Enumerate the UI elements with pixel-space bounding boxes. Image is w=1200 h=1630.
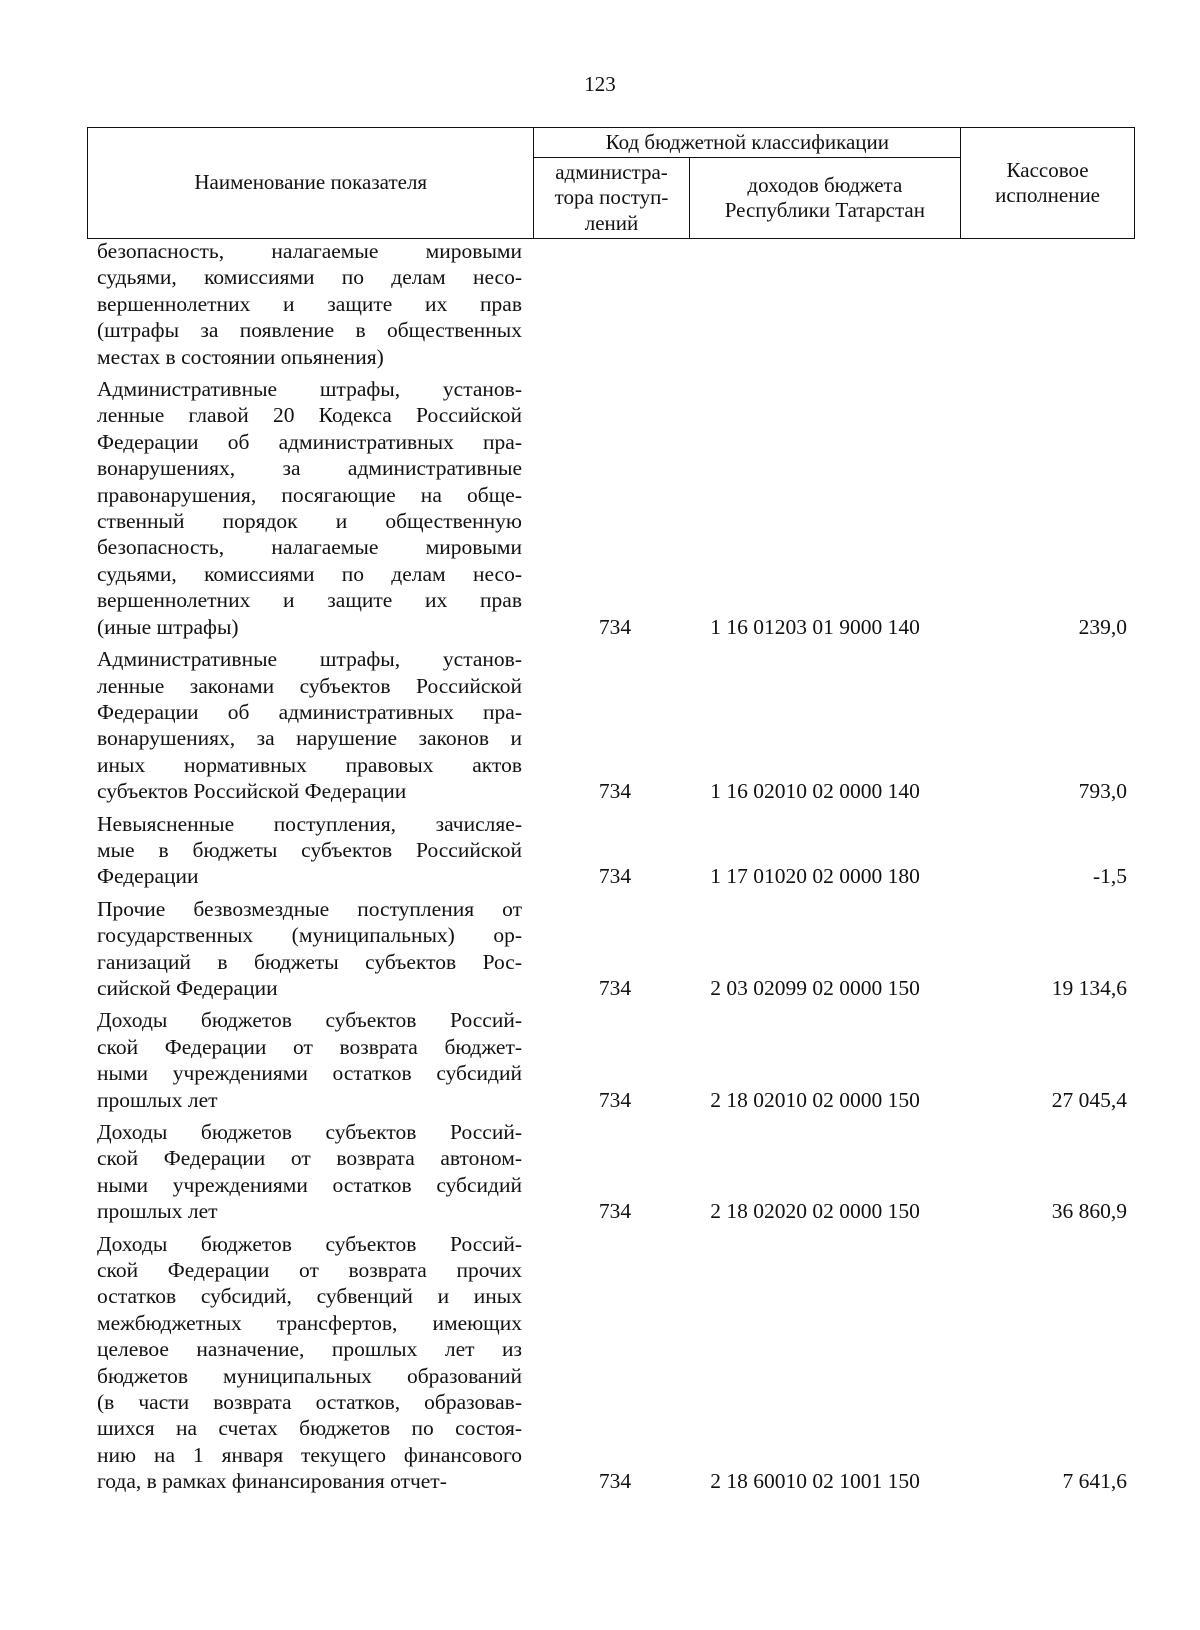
budget-code: 2 03 02099 02 0000 150 [710,975,920,1000]
indicator-name [97,1119,522,1225]
administrator-code: 734 [598,1469,632,1494]
indicator-name-line: Административные штрафы, установ- [97,647,522,672]
cash-execution-amount: -1,5 [1092,864,1127,889]
indicator-name-line: ской Федерации от возврата бюджет- [97,1034,522,1059]
table-body [97,238,1127,1501]
administrator-code: 734 [598,864,632,889]
cash-execution-amount: 239,0 [1078,614,1127,639]
header-col-admin [534,158,689,239]
header-col-income-line: Республики Татарстан [724,197,925,222]
indicator-name [97,896,522,1002]
indicator-name-line: Федерации об административных пра- [97,699,522,724]
header-col-admin-line: лений [584,210,639,235]
header-col-amount [961,128,1135,239]
indicator-name-line: правонарушения, посягающие на обще- [97,482,522,507]
table-row [97,1007,1127,1113]
budget-code: 2 18 02010 02 0000 150 [710,1087,920,1112]
header-col-admin-line: тора поступ- [554,185,669,210]
indicator-name-line: остатков субсидий, субвенций и иных [97,1284,522,1309]
indicator-name-line: Федерации об административных пра- [97,429,522,454]
indicator-name-line: ными учреждениями остатков субсидий [97,1172,522,1197]
header-col-income [689,158,961,239]
table-row [97,1231,1127,1495]
indicator-name-line: судьями, комиссиями по делам несо- [97,265,522,290]
indicator-name-line: Федерации [97,864,199,889]
table-row [97,376,1127,640]
budget-code: 2 18 60010 02 1001 150 [710,1469,920,1494]
cash-execution-amount: 7 641,6 [1062,1469,1127,1494]
indicator-name-line: Прочие безвозмездные поступления от [97,896,522,921]
administrator-code: 734 [598,779,632,804]
indicator-name-line: (иные штрафы) [97,614,239,639]
budget-code: 1 17 01020 02 0000 180 [710,864,920,889]
cash-execution-amount: 36 860,9 [1051,1199,1127,1224]
indicator-name-line: ской Федерации от возврата автоном- [97,1146,522,1171]
indicator-name-line: ственный порядок и общественную [97,509,522,534]
indicator-name-line: судьями, комиссиями по делам несо- [97,561,522,586]
indicator-name-line: сийской Федерации [97,975,278,1000]
header-col-amount-line: Кассовое [1006,157,1089,182]
indicator-name-line: межбюджетных трансфертов, имеющих [97,1310,522,1335]
indicator-name-line: субъектов Российской Федерации [97,779,407,804]
indicator-name-line: (в части возврата остатков, образовав- [97,1390,522,1415]
indicator-name-line: вершеннолетних и защите их прав [97,588,522,613]
indicator-name-line: вонарушениях, за нарушение законов и [97,726,522,751]
header-col-admin-line: администра- [555,160,668,185]
indicator-name-line: (штрафы за появление в общественных [97,318,522,343]
indicator-name-line: года, в рамках финансирования отчет- [97,1469,447,1494]
header-col-income-line: доходов бюджета [747,172,903,197]
table-row [97,1119,1127,1225]
table-row [97,811,1127,890]
indicator-name-line: мые в бюджеты субъектов Российской [97,837,522,862]
indicator-name [97,376,522,640]
indicator-name-line: ными учреждениями остатков субсидий [97,1061,522,1086]
administrator-code: 734 [598,1199,632,1224]
indicator-name [97,1007,522,1113]
indicator-name-line: шихся на счетах бюджетов по состоя- [97,1416,522,1441]
indicator-name [97,811,522,890]
indicator-name-line: Административные штрафы, установ- [97,377,522,402]
indicator-name [97,238,522,370]
indicator-name-line: Доходы бюджетов субъектов Россий- [97,1120,522,1144]
table-header [87,127,1135,239]
indicator-name-line: вонарушениях, за административные [97,456,522,481]
indicator-name-line: Доходы бюджетов субъектов Россий- [97,1231,522,1256]
administrator-code: 734 [598,614,632,639]
budget-code: 1 16 02010 02 0000 140 [710,779,920,804]
indicator-name-line: Доходы бюджетов субъектов Россий- [97,1008,522,1033]
administrator-code: 734 [598,975,632,1000]
indicator-name-line: ганизаций в бюджеты субъектов Рос- [97,949,522,974]
indicator-name-line: безопасность, налагаемые мировыми [97,239,522,263]
indicator-name-line: нию на 1 января текущего финансового [97,1442,522,1467]
page-number: 123 [584,72,616,96]
table-row [97,238,1127,370]
indicator-name-line: ской Федерации от возврата прочих [97,1258,522,1283]
indicator-name-line: прошлых лет [97,1087,218,1112]
indicator-name-line: местах в состоянии опьянения) [97,344,384,369]
indicator-name-line: бюджетов муниципальных образований [97,1363,522,1388]
cash-execution-amount: 19 134,6 [1051,975,1127,1000]
indicator-name-line: безопасность, налагаемые мировыми [97,535,522,560]
budget-code: 2 18 02020 02 0000 150 [710,1199,920,1224]
administrator-code: 734 [598,1087,632,1112]
header-col-amount-line: исполнение [995,182,1100,207]
indicator-name [97,1231,522,1495]
budget-code: 1 16 01203 01 9000 140 [710,614,920,639]
cash-execution-amount: 27 045,4 [1051,1087,1127,1112]
header-col-group: Код бюджетной классификации [534,128,961,158]
indicator-name-line: прошлых лет [97,1199,218,1224]
indicator-name [97,646,522,804]
indicator-name-line: вершеннолетних и защите их прав [97,291,522,316]
indicator-name-line: ленные главой 20 Кодекса Российской [97,403,522,428]
indicator-name-line: Невыясненные поступления, зачисляе- [97,811,522,836]
indicator-name-line: целевое назначение, прошлых лет из [97,1337,522,1362]
indicator-name-line: ленные законами субъектов Российской [97,673,522,698]
table-row [97,646,1127,804]
indicator-name-line: государственных (муниципальных) ор- [97,923,522,948]
indicator-name-line: иных нормативных правовых актов [97,752,522,777]
cash-execution-amount: 793,0 [1078,779,1127,804]
table-row [97,896,1127,1002]
header-col-name: Наименование показателя [88,128,534,239]
